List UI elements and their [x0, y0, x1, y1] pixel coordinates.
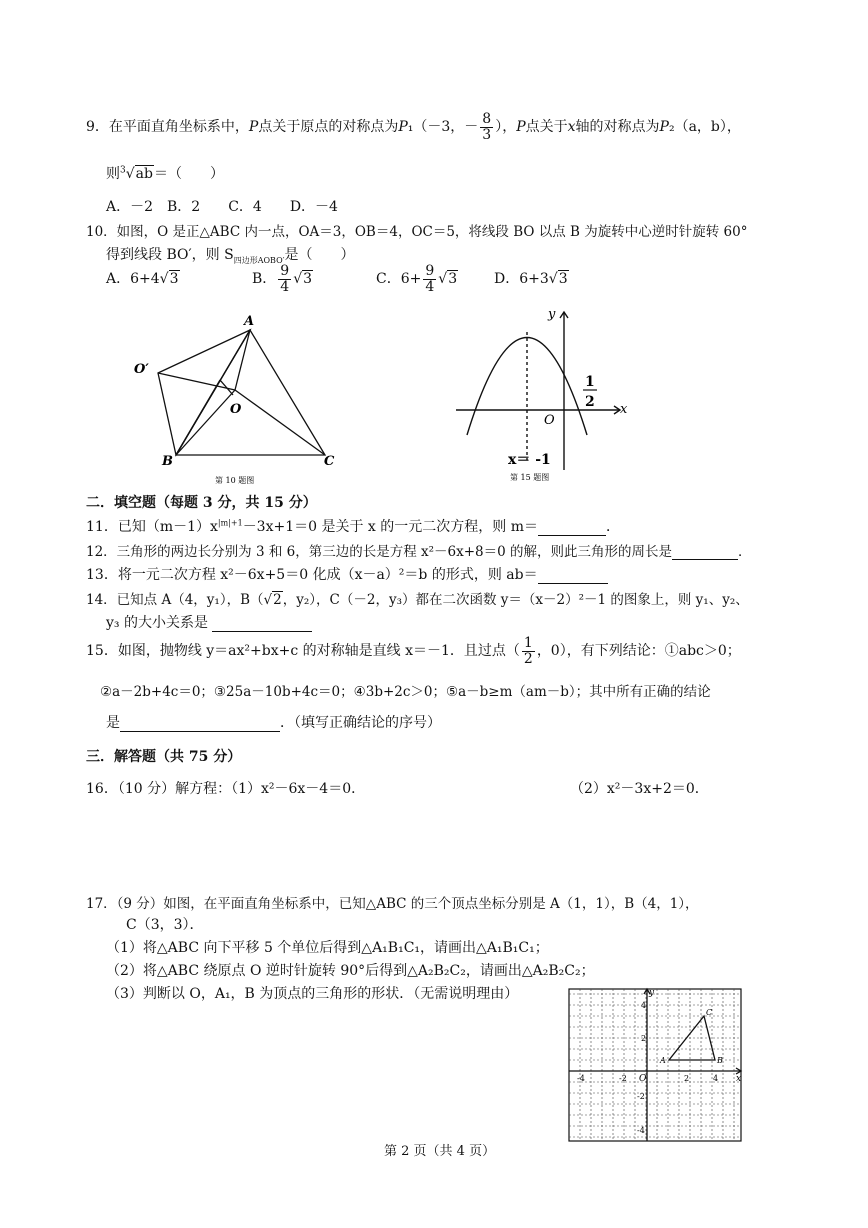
q9-text: x: [567, 119, 576, 136]
q9-root-content: ab: [135, 166, 153, 182]
q17-line1: 17．（9 分）如图，在平面直角坐标系中，已知△ABC 的三个顶点坐标分别是 A（1，1），B（4，1），: [86, 896, 699, 912]
q9-root-index: 3: [120, 165, 126, 176]
q14-text: ，y₂），C（－2，y₃）都在二次函数 y＝（x－2）²－1 的图象上，则 y₁、y₂、: [282, 592, 749, 608]
q9-text: P: [659, 119, 669, 136]
q17-line2: C（3，3）．: [126, 917, 204, 933]
grid-point-a: A: [660, 1056, 666, 1065]
q11-exponent: |m|+1: [217, 518, 243, 528]
q15-text: 是: [106, 715, 120, 731]
q9-frac-den: 3: [482, 126, 492, 143]
grid-y-tick: 4: [641, 1001, 647, 1010]
q13-text: 13．将一元二次方程 x²－6x+5＝0 化成（x－a）²＝b 的形式，则 ab＝: [86, 567, 538, 583]
q12-text: 12．三角形的两边长分别为 3 和 6，第三边的长是方程 x²－6x+8＝0 的解，则此三角形的周长是: [86, 544, 673, 560]
fig15-y-label: y: [548, 307, 556, 322]
q15-frac-den: 2: [523, 650, 533, 667]
option-frac-num: 9: [280, 263, 290, 279]
q12: [86, 540, 752, 560]
q15-frac-num: 1: [523, 635, 533, 651]
option-text: B．: [252, 271, 277, 288]
grid-y-tick: -2: [637, 1092, 645, 1101]
grid-y-tick: 2: [641, 1034, 647, 1043]
q9-text: ₂（a，b），: [668, 119, 741, 136]
option-text: A．6+4: [106, 271, 160, 287]
figure-15: [452, 300, 642, 485]
option-frac-den: 4: [425, 278, 435, 295]
q15-text: ，0），有下列结论：①abc＞0；: [536, 643, 741, 660]
option-frac-den: 4: [280, 278, 290, 295]
option-radicand: 3: [303, 271, 313, 288]
q9-text: ₁（－3，－: [407, 119, 479, 136]
q17-sub2: （2）将△ABC 绕原点 O 逆时针旋转 90°后得到△A₂B₂C₂，请画出△A₂B₂C₂；: [106, 963, 595, 979]
q11: [86, 516, 620, 536]
q15-line2: ②a－2b+4c＝0；③25a－10b+4c＝0；④3b+2c＞0；⑤a－b≥m（am－b）；其中所有正确的结论: [100, 684, 711, 700]
grid-y-label: y: [649, 988, 655, 998]
option-radicand: 3: [169, 271, 179, 287]
q9-fraction: [480, 112, 493, 142]
q17-sub3: （3）判断以 O，A₁，B 为顶点的三角形的形状．（无需说明理由）: [106, 986, 519, 1002]
section3-title: 三．解答题（共 75 分）: [86, 749, 242, 765]
section2-title: 二．填空题（每题 3 分，共 15 分）: [86, 495, 317, 511]
q16-part2: （2）x²－3x+2＝0．: [570, 781, 709, 797]
q15-text: ．（填写正确结论的序号）: [280, 715, 441, 731]
q9-text: 轴的对称点为: [575, 119, 660, 136]
q14-line1: 14．已知点 A（4，y₁），B（√2，y₂），C（－2，y₃）都在二次函数 y＝（x－2）²－1 的图象上，则 y₁、y₂、: [86, 592, 749, 608]
q12-text: ．: [738, 544, 752, 560]
q15-line3: [106, 712, 441, 732]
q15-answer-blank[interactable]: [120, 717, 280, 732]
option-text: C．6+: [376, 271, 422, 288]
grid-origin: O: [639, 1074, 647, 1084]
q9-text: ＝（ ）: [153, 166, 224, 182]
q10-option-c: C．6+ $\frac{9}{4}$ √3: [376, 263, 458, 295]
grid-x-label: x: [736, 1074, 742, 1084]
q14-text: 14．已知点 A（4，y₁），B（: [86, 592, 264, 608]
fig10-caption: 第 10 题图: [215, 476, 255, 485]
fig10-label-a: A: [244, 314, 255, 329]
fig15-x-label: x: [620, 402, 628, 417]
grid-x-tick: -2: [619, 1074, 627, 1083]
fig10-label-b: B: [162, 454, 173, 469]
q13: [86, 564, 608, 584]
fig10-label-c: C: [324, 454, 335, 469]
grid-y-tick: -4: [637, 1126, 645, 1135]
q17-sub1: （1）将△ABC 向下平移 5 个单位后得到△A₁B₁C₁，请画出△A₁B₁C₁；: [106, 940, 549, 956]
q9-number: 9．: [86, 119, 109, 136]
q10-subscript: 四边形AOBO′: [233, 255, 285, 265]
grid-point-c: C: [706, 1008, 713, 1017]
q15-text: 15．如图，抛物线 y＝ax²+bx+c 的对称轴是直线 x＝－1．且过点（: [86, 643, 520, 660]
fig10-label-o: O: [230, 402, 242, 417]
q16-part1: 16．（10 分）解方程：（1）x²－6x－4＝0．: [86, 781, 366, 797]
q11-answer-blank[interactable]: [538, 521, 606, 536]
q9-text: 在平面直角坐标系中，: [108, 119, 249, 136]
q9-line2: 则$^3$√ab＝（ ）: [106, 165, 224, 182]
grid-point-b: B: [717, 1056, 723, 1065]
q13-answer-blank[interactable]: [538, 569, 608, 584]
fig15-caption: 第 15 题图: [510, 473, 550, 482]
fig15-axis-label: x＝ -1: [508, 452, 551, 468]
q14-line2: [106, 612, 312, 632]
q10-option-b: B． $\frac{9}{4}$ √3: [252, 263, 313, 295]
q10-text: 是（ ）: [284, 247, 355, 263]
q11-text: －3x+1＝0 是关于 x 的一元二次方程，则 m＝: [242, 519, 539, 535]
q9-text: P: [398, 119, 408, 136]
q9-text: ），: [495, 119, 517, 136]
q10-option-d: D．6+3√3: [494, 271, 568, 287]
q9-line1: [86, 112, 741, 142]
option-text: D．6+3: [494, 271, 549, 287]
q10-option-a: A．6+4√3: [106, 271, 179, 287]
fig15-origin: O: [544, 413, 555, 428]
q9-text: 则: [106, 166, 120, 182]
q9-text: 点关于原点的对称点为: [258, 119, 399, 136]
grid-x-tick: 4: [713, 1074, 719, 1083]
coordinate-grid: [565, 985, 745, 1145]
q9-text: P: [516, 119, 526, 136]
q14-text: y₃ 的大小关系是: [106, 615, 208, 631]
option-radicand: 3: [448, 271, 458, 288]
q11-text: ．: [606, 519, 621, 535]
fig15-half-den: 2: [585, 394, 595, 410]
option-radicand: 3: [558, 271, 568, 287]
q11-text: 11．已知（m－1）x: [86, 519, 218, 535]
page-footer: 第 2 页（共 4 页）: [384, 1144, 496, 1159]
q9-options: A．－2 B．2 C．4 D．－4: [106, 199, 338, 215]
option-frac-num: 9: [425, 263, 435, 279]
q9-text: 点关于: [525, 119, 568, 136]
q14-radicand: 2: [273, 592, 282, 608]
q14-answer-blank[interactable]: [212, 617, 312, 632]
grid-x-tick: 2: [684, 1074, 690, 1083]
q10-line2: [106, 244, 354, 266]
q15-line1: [86, 636, 741, 666]
q12-answer-blank[interactable]: [672, 545, 738, 560]
q10-line1: 10．如图，O 是正△ABC 内一点，OA＝3，OB＝4，OC＝5，将线段 BO 以点 B 为旋转中心逆时针旋转 60°: [86, 224, 748, 240]
fig10-label-o-prime: O′: [134, 362, 149, 377]
fig15-half-num: 1: [585, 374, 595, 390]
q10-text: 得到线段 BO′，则 S: [106, 247, 234, 263]
grid-x-tick: -4: [577, 1074, 585, 1083]
q9-frac-num: 8: [482, 111, 492, 127]
figure-10: [120, 305, 360, 490]
q9-text: P: [248, 119, 259, 136]
